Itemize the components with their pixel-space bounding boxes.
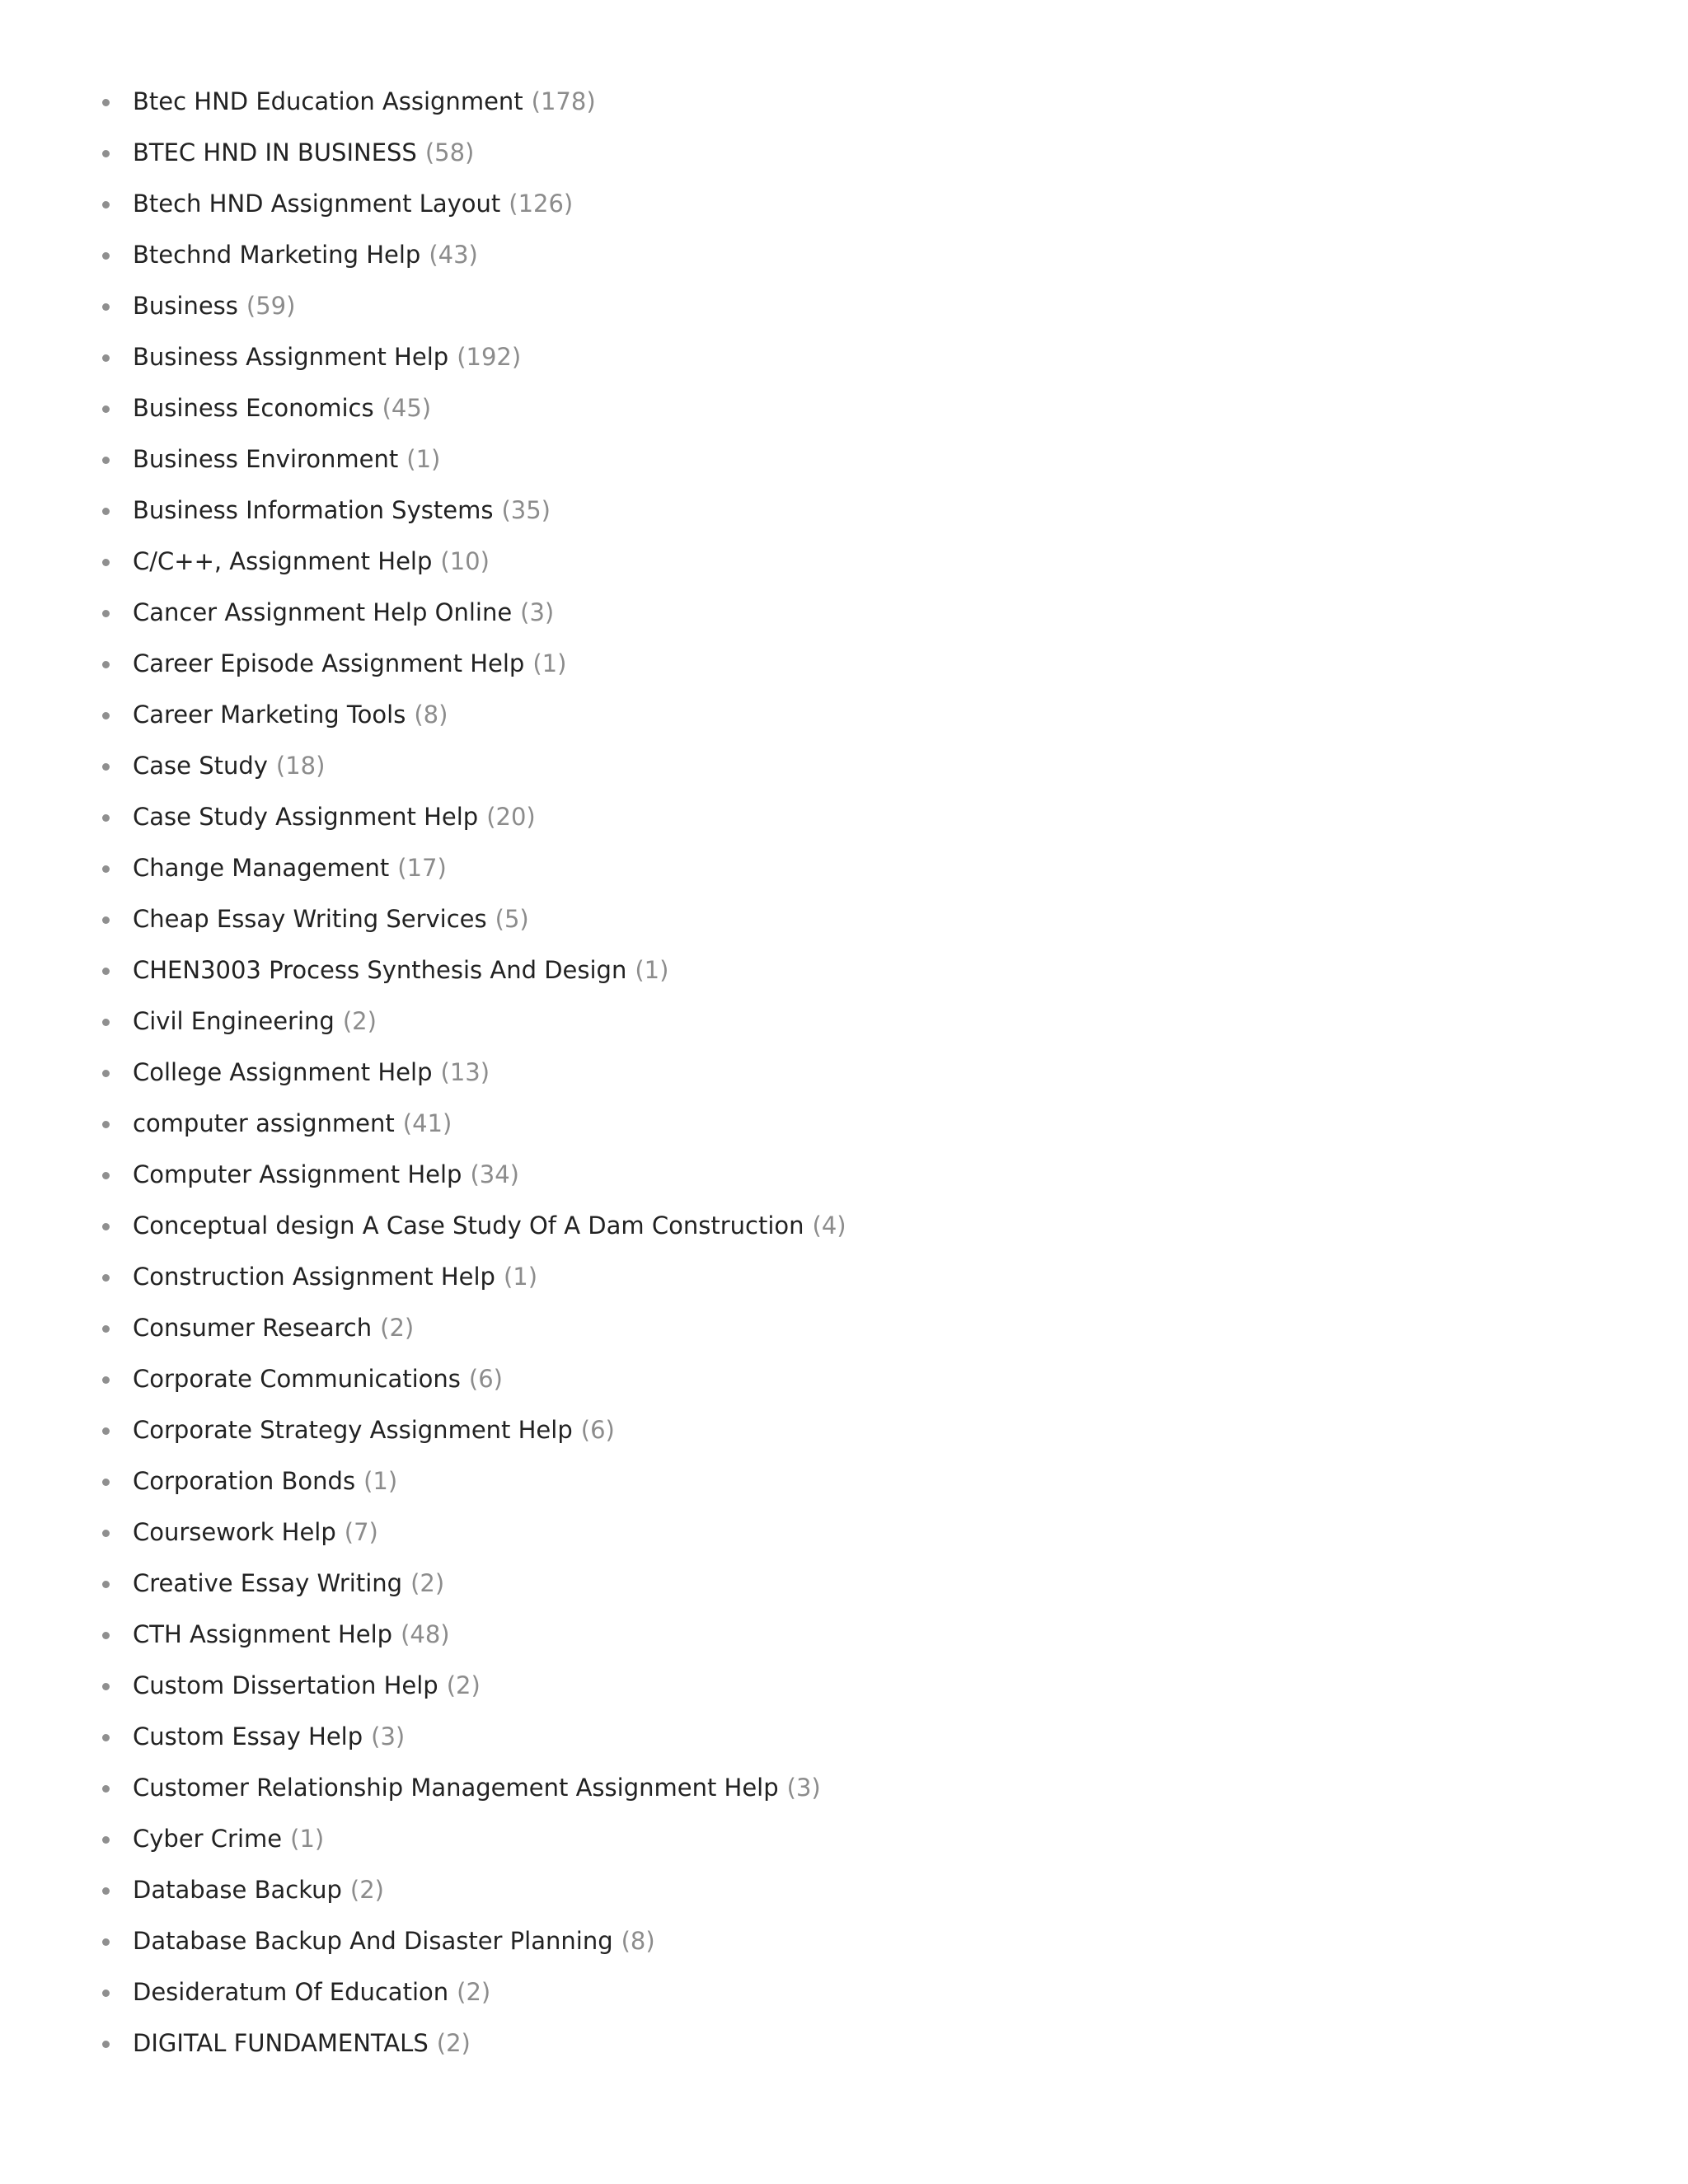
post-count: (8) (414, 701, 448, 729)
post-count: (6) (580, 1416, 615, 1444)
bullet-icon (102, 354, 110, 362)
category-link[interactable] (133, 1924, 655, 1957)
post-count: (126) (509, 190, 574, 218)
bullet-icon (102, 1223, 110, 1230)
category-link[interactable] (133, 289, 295, 322)
category-name: Career Marketing Tools (133, 701, 406, 729)
category-link[interactable] (133, 749, 325, 782)
post-count: (2) (410, 1569, 445, 1597)
category-name: computer assignment (133, 1109, 395, 1137)
post-count: (45) (382, 394, 432, 422)
category-name: Database Backup (133, 1876, 342, 1904)
category-link[interactable] (133, 1873, 384, 1906)
category-link[interactable] (133, 647, 566, 680)
post-count: (2) (349, 1876, 384, 1904)
post-count: (17) (397, 854, 447, 882)
category-name: Custom Dissertation Help (133, 1671, 438, 1699)
category-link[interactable] (133, 1005, 377, 1038)
bullet-icon (102, 457, 110, 464)
post-count: (48) (401, 1620, 450, 1648)
category-name: Construction Assignment Help (133, 1263, 495, 1291)
category-link[interactable] (133, 1413, 615, 1446)
bullet-icon (102, 150, 110, 157)
bullet-icon (102, 661, 110, 668)
category-name: Career Episode Assignment Help (133, 649, 525, 677)
category-name: Custom Essay Help (133, 1722, 363, 1750)
category-link[interactable] (133, 954, 668, 987)
post-count: (2) (342, 1007, 377, 1035)
category-name: Cancer Assignment Help Online (133, 598, 513, 626)
post-count: (2) (380, 1314, 415, 1342)
category-name: Cheap Essay Writing Services (133, 905, 487, 933)
category-name: Business Assignment Help (133, 343, 449, 371)
bullet-icon (102, 1274, 110, 1282)
category-link[interactable] (133, 902, 529, 935)
post-count: (43) (429, 241, 478, 269)
category-link[interactable] (133, 1975, 490, 2008)
bullet-icon (102, 508, 110, 515)
category-name: Desideratum Of Education (133, 1978, 449, 2006)
bullet-icon (102, 1530, 110, 1537)
bullet-icon (102, 1427, 110, 1435)
post-count: (178) (531, 87, 596, 115)
bullet-icon (102, 1325, 110, 1333)
bullet-icon (102, 916, 110, 924)
category-link[interactable] (133, 1209, 846, 1242)
bullet-icon (102, 1121, 110, 1128)
category-name: Btechnd Marketing Help (133, 241, 421, 269)
category-link[interactable] (133, 85, 596, 118)
bullet-icon (102, 1990, 110, 1997)
bullet-icon (102, 968, 110, 975)
category-name: Change Management (133, 854, 390, 882)
category-link[interactable] (133, 1465, 397, 1497)
bullet-icon (102, 2041, 110, 2048)
category-link[interactable] (133, 238, 478, 271)
category-name: C/C++, Assignment Help (133, 547, 433, 575)
category-name: Computer Assignment Help (133, 1160, 462, 1188)
category-link[interactable] (133, 1107, 452, 1140)
category-name: Btech HND Assignment Layout (133, 190, 501, 218)
category-name: Business Environment (133, 445, 399, 473)
category-name: Conceptual design A Case Study Of A Dam Construction (133, 1212, 804, 1240)
bullet-icon (102, 1019, 110, 1026)
post-count: (13) (440, 1058, 490, 1086)
category-link[interactable] (133, 800, 536, 833)
category-link[interactable] (133, 391, 431, 424)
post-count: (20) (486, 803, 536, 831)
category-link[interactable] (133, 1669, 481, 1702)
category-link[interactable] (133, 1260, 537, 1293)
category-name: CTH Assignment Help (133, 1620, 393, 1648)
post-count: (6) (468, 1365, 503, 1393)
bullet-icon (102, 1172, 110, 1179)
category-link[interactable] (133, 1771, 821, 1804)
category-name: Customer Relationship Management Assignment Help (133, 1774, 779, 1802)
category-name: College Assignment Help (133, 1058, 433, 1086)
post-count: (10) (440, 547, 490, 575)
post-count: (4) (812, 1212, 846, 1240)
bullet-icon (102, 303, 110, 311)
category-name: Business (133, 292, 238, 320)
bullet-icon (102, 1376, 110, 1384)
post-count: (41) (402, 1109, 452, 1137)
post-count: (3) (520, 598, 555, 626)
category-link[interactable] (133, 187, 573, 220)
post-count: (1) (532, 649, 567, 677)
category-name: Case Study Assignment Help (133, 803, 479, 831)
bullet-icon (102, 712, 110, 719)
bullet-icon (102, 814, 110, 822)
category-name: Corporate Communications (133, 1365, 461, 1393)
post-count: (2) (436, 2029, 471, 2057)
bullet-icon (102, 1734, 110, 1741)
post-count: (2) (446, 1671, 481, 1699)
post-count: (1) (363, 1467, 398, 1495)
category-link[interactable] (133, 1362, 503, 1395)
post-count: (3) (371, 1722, 406, 1750)
category-name: Consumer Research (133, 1314, 373, 1342)
category-link[interactable] (133, 340, 521, 373)
bullet-icon (102, 1683, 110, 1690)
category-link[interactable] (133, 136, 474, 169)
post-count: (1) (406, 445, 441, 473)
bullet-icon (102, 1836, 110, 1844)
post-count: (35) (501, 496, 551, 524)
category-link[interactable] (133, 596, 554, 629)
post-count: (1) (290, 1825, 325, 1853)
category-link[interactable] (133, 1567, 444, 1600)
category-name: Btec HND Education Assignment (133, 87, 523, 115)
bullet-icon (102, 405, 110, 413)
category-link[interactable] (133, 1056, 490, 1089)
bullet-icon (102, 1785, 110, 1793)
category-name: Cyber Crime (133, 1825, 283, 1853)
post-count: (192) (457, 343, 522, 371)
bullet-icon (102, 610, 110, 617)
category-name: BTEC HND IN BUSINESS (133, 138, 417, 166)
post-count: (1) (635, 956, 669, 984)
category-name: Business Economics (133, 394, 374, 422)
bullet-icon (102, 865, 110, 873)
bullet-icon (102, 1581, 110, 1588)
category-name: Coursework Help (133, 1518, 336, 1546)
category-link[interactable] (133, 1618, 450, 1651)
post-count: (59) (246, 292, 296, 320)
bullet-icon (102, 559, 110, 566)
category-link[interactable] (133, 1311, 414, 1344)
bullet-icon (102, 252, 110, 260)
bullet-icon (102, 1632, 110, 1639)
bullet-icon (102, 99, 110, 106)
post-count: (58) (424, 138, 475, 166)
bullet-icon (102, 763, 110, 771)
category-link[interactable] (133, 494, 551, 527)
category-link[interactable] (133, 1158, 519, 1191)
post-count: (8) (621, 1927, 655, 1955)
category-link[interactable] (133, 1822, 324, 1855)
post-count: (7) (344, 1518, 378, 1546)
category-name: Creative Essay Writing (133, 1569, 403, 1597)
post-count: (18) (275, 752, 326, 780)
category-link[interactable] (133, 851, 447, 884)
category-name: Corporate Strategy Assignment Help (133, 1416, 573, 1444)
bullet-icon (102, 1938, 110, 1946)
post-count: (3) (786, 1774, 821, 1802)
category-name: Database Backup And Disaster Planning (133, 1927, 613, 1955)
category-link[interactable] (133, 2027, 471, 2060)
post-count: (34) (470, 1160, 519, 1188)
category-name: Business Information Systems (133, 496, 494, 524)
post-count: (5) (495, 905, 529, 933)
category-name: Corporation Bonds (133, 1467, 356, 1495)
post-count: (1) (503, 1263, 538, 1291)
category-name: Civil Engineering (133, 1007, 335, 1035)
category-link[interactable] (133, 1516, 378, 1549)
category-link[interactable] (133, 698, 448, 731)
bullet-icon (102, 201, 110, 209)
category-name: Case Study (133, 752, 268, 780)
category-link[interactable] (133, 1720, 405, 1753)
category-name: CHEN3003 Process Synthesis And Design (133, 956, 627, 984)
category-link[interactable] (133, 545, 490, 578)
category-link[interactable] (133, 443, 440, 476)
bullet-icon (102, 1479, 110, 1486)
bullet-icon (102, 1887, 110, 1895)
category-name: DIGITAL FUNDAMENTALS (133, 2029, 429, 2057)
post-count: (2) (457, 1978, 491, 2006)
bullet-icon (102, 1070, 110, 1077)
